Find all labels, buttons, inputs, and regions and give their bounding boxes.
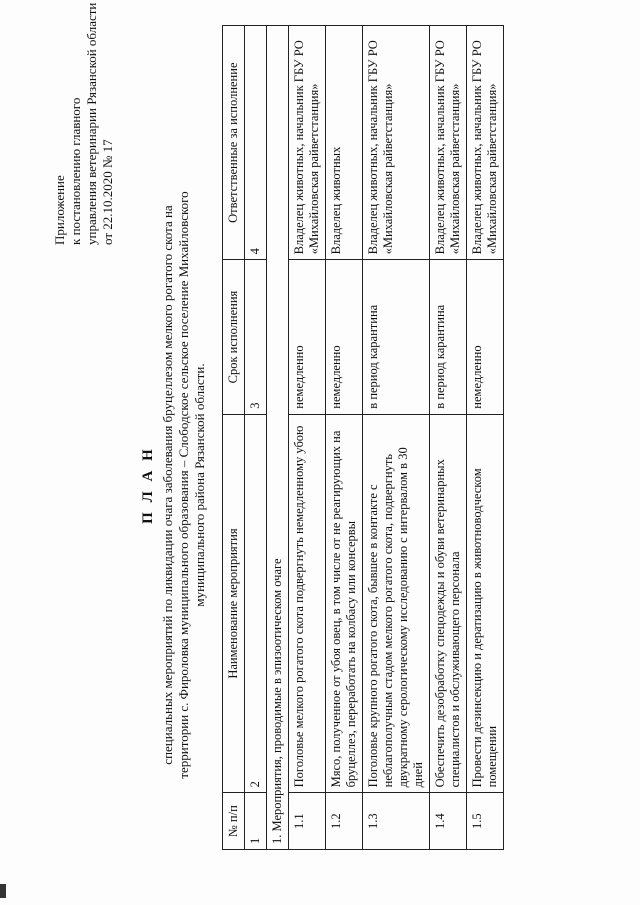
column-number: 4 xyxy=(245,26,267,260)
row-activity: Мясо, полученное от убоя овец, в том числе от не реагирующих на бруцеллез, переработать на колбасу или консервы xyxy=(326,414,363,793)
appendix-line: управления ветеринарии Рязанской области xyxy=(84,2,99,245)
row-term: немедленно xyxy=(326,260,363,414)
section-row xyxy=(267,26,289,850)
table-row xyxy=(363,26,430,850)
subtitle-line: специальных мероприятий по ликвидации очага заболевания бруцеллезом мелкого рогатого скота на xyxy=(160,205,175,765)
appendix-line: к постановлению главного xyxy=(68,97,83,245)
row-term: немедленно xyxy=(467,260,504,414)
document-heading: П Л А Н xyxy=(140,446,156,524)
row-activity: Обеспечить дезобработку спецодежды и обуви ветеринарных специалистов и обслуживающего персонала xyxy=(430,414,467,793)
header-row xyxy=(223,26,245,850)
table-row xyxy=(289,26,326,850)
column-number: 2 xyxy=(245,414,267,793)
row-responsible: Владелец животных, начальник ГБУ РО «Михайловская райветстанция» xyxy=(467,26,504,260)
appendix-line: от 22.10.2020 № 17 xyxy=(100,139,115,245)
row-number: 1.3 xyxy=(363,793,430,850)
row-term: в период карантина xyxy=(363,260,430,414)
row-activity: Поголовье крупного рогатого скота, бывшее в контакте с неблагополучным стадом мелкого рогатого скота, подвергнуть двукратному серологическому исследованию с интервалом в 30 дней xyxy=(363,414,430,793)
appendix-line: Приложение xyxy=(52,175,67,245)
row-term: немедленно xyxy=(289,260,326,414)
appendix-block xyxy=(52,2,116,245)
row-number: 1.4 xyxy=(430,793,467,850)
row-activity: Поголовье мелкого рогатого скота подвергнуть немедленному убою xyxy=(289,414,326,793)
section-title: 1. Мероприятия, проводимые в эпизоотическом очаге xyxy=(267,26,289,850)
row-number: 1.2 xyxy=(326,793,363,850)
row-responsible: Владелец животных, начальник ГБУ РО «Михайловская райветстанция» xyxy=(363,26,430,260)
title-block xyxy=(140,105,208,865)
row-number: 1.1 xyxy=(289,793,326,850)
scan-edge-mark xyxy=(0,884,6,898)
header-name: Наименование мероприятия xyxy=(223,414,245,793)
row-responsible: Владелец животных, начальник ГБУ РО «Михайловская райветстанция» xyxy=(430,26,467,260)
header-responsible: Ответственные за исполнение xyxy=(223,26,245,260)
column-number: 3 xyxy=(245,260,267,414)
subtitle-line: территории с. Фироловка муниципального образования – Слободское сельское поселение Михайловского xyxy=(176,191,191,779)
plan-table xyxy=(222,25,504,850)
row-responsible: Владелец животных, начальник ГБУ РО «Михайловская райветстанция» xyxy=(289,26,326,260)
subtitle-line: муниципального района Рязанской области. xyxy=(192,363,207,607)
row-activity: Провести дезинсекцию и дератизацию в животноводческом помещении xyxy=(467,414,504,793)
row-number: 1.5 xyxy=(467,793,504,850)
header-term: Срок исполнения xyxy=(223,260,245,414)
header-num: № п/п xyxy=(223,793,245,850)
column-number: 1 xyxy=(245,793,267,850)
row-term: в период карантина xyxy=(430,260,467,414)
row-responsible: Владелец животных xyxy=(326,26,363,260)
table-row xyxy=(430,26,467,850)
table-row xyxy=(467,26,504,850)
table-row xyxy=(326,26,363,850)
column-number-row xyxy=(245,26,267,850)
